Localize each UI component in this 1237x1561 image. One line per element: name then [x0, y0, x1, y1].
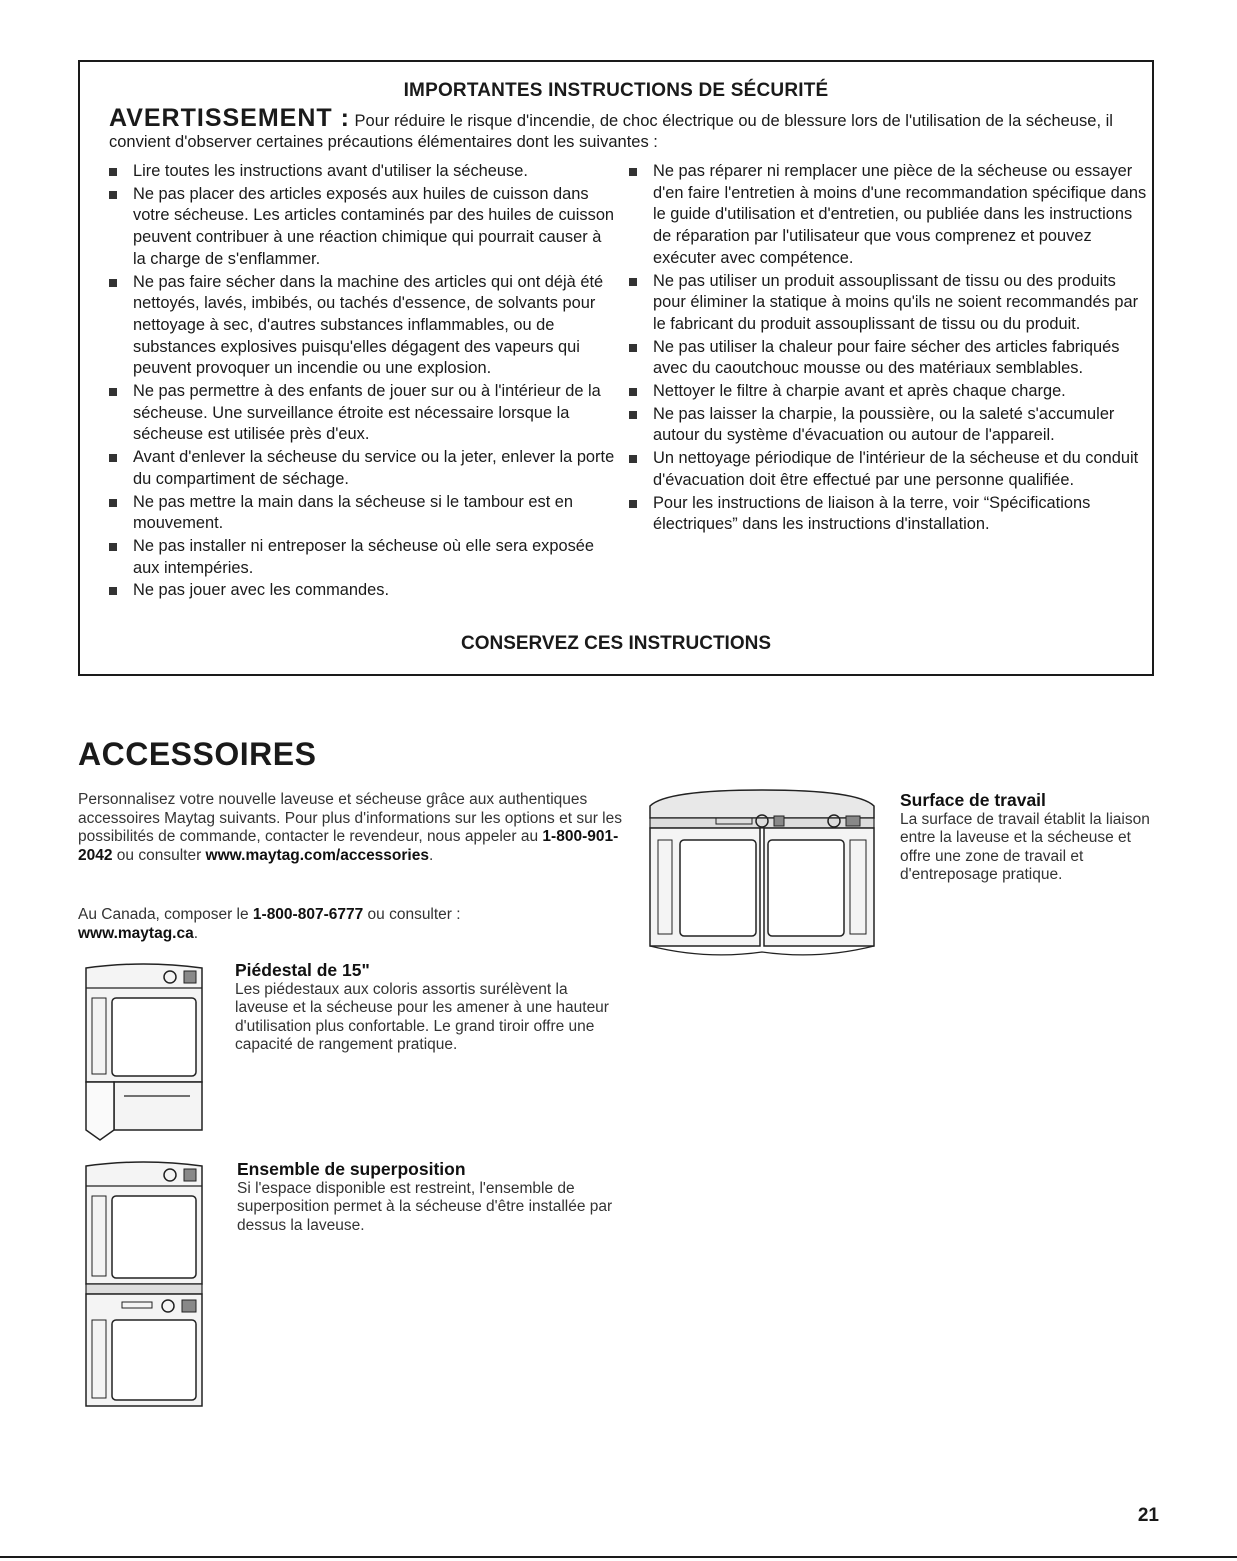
safety-item-text: Pour les instructions de liaison à la terre, voir “Spécifications électriques” dans les instructions d'installation. [653, 493, 1091, 534]
safety-item-text: Ne pas jouer avec les commandes. [133, 581, 389, 600]
safety-item-text: Ne pas réparer ni remplacer une pièce de la sécheuse ou essayer d'en faire l'entretien à moins d'une recommandation spécifique dans le guide d'utilisation et d'entretien, ou publiée dans les instructions de réparation par l'utilisateur que vous comprenez et pouvez exécuter avec compétence. [653, 162, 1147, 267]
safety-item-text: Un nettoyage périodique de l'intérieur de la sécheuse et du conduit d'évacuation doit être effectué par une personne qualifiée. [653, 449, 1139, 489]
intro-text: Personnalisez votre nouvelle laveuse et sécheuse grâce aux authentiques accessoires Maytag suivants. Pour plus d'informations sur les options et sur les possibilités de commande, contacter le revendeur, nous appeler au [78, 791, 622, 845]
square-bullet-icon [629, 168, 637, 176]
warning-paragraph [109, 104, 1139, 153]
intro-end: . [428, 846, 434, 864]
safety-list-item [625, 493, 1150, 536]
square-bullet-icon [109, 499, 117, 507]
pedestal-dryer-illustration [78, 962, 208, 1144]
square-bullet-icon [109, 279, 117, 287]
worktop-illustration [646, 788, 876, 958]
square-bullet-icon [629, 455, 637, 463]
canada-mid: ou consulter : [363, 906, 461, 923]
safety-list-item [625, 271, 1150, 336]
warning-label: AVERTISSEMENT : [109, 104, 350, 132]
safety-item-text: Ne pas permettre à des enfants de jouer sur ou à l'intérieur de la sécheuse. Une surveillance étroite est nécessaire lorsque la sécheuse est utilisée près d'eux. [133, 382, 601, 444]
pedestal-text: Les piédestaux aux coloris assortis surélèvent la laveuse et la sécheuse pour les amener à une hauteur d'utilisation plus confortable. Le grand tiroir offre une capacité de rangement pratique. [235, 981, 609, 1053]
safety-list-right [625, 161, 1150, 537]
warning-text: Pour réduire le risque d'incendie, de choc électrique ou de blessure lors de l'utilisation de la sécheuse, il convient d'observer certaines précautions élémentaires dont les suivantes : [109, 112, 1113, 151]
square-bullet-icon [109, 587, 117, 595]
accessories-title: ACCESSOIRES [78, 736, 317, 772]
square-bullet-icon [629, 278, 637, 286]
square-bullet-icon [629, 411, 637, 419]
safety-list-item [105, 381, 615, 446]
canada-text: Au Canada, composer le [78, 906, 253, 923]
keep-instructions-title: CONSERVEZ CES INSTRUCTIONS [460, 633, 772, 654]
safety-list-item [625, 161, 1150, 270]
safety-list-item [105, 580, 615, 602]
safety-instructions-box [78, 60, 1154, 676]
safety-item-text: Nettoyer le filtre à charpie avant et après chaque charge. [653, 382, 1066, 401]
safety-item-text: Ne pas utiliser un produit assouplissant de tissu ou des produits pour éliminer la statique à moins qu'ils ne soient recommandés par le fabricant du produit assouplissant de tissu ou du produit. [653, 271, 1139, 333]
pedestal-heading: Piédestal de 15" [235, 960, 370, 980]
safety-list-left [105, 161, 615, 603]
canada-phone: 1-800-807-6777 [252, 906, 364, 923]
page-number: 21 [1137, 1505, 1159, 1526]
pedestal-block [235, 960, 615, 1054]
safety-list-item [105, 492, 615, 535]
square-bullet-icon [629, 388, 637, 396]
stack-kit-text: Si l'espace disponible est restreint, l'ensemble de superposition permet à la sécheuse d'être installée par dessus la laveuse. [237, 1180, 613, 1234]
safety-item-text: Ne pas laisser la charpie, la poussière, ou la saleté s'accumuler autour du système d'évacuation ou autour de l'appareil. [653, 404, 1115, 445]
square-bullet-icon [109, 388, 117, 396]
square-bullet-icon [109, 543, 117, 551]
intro-url-link[interactable]: www.maytag.com/accessories [205, 846, 429, 864]
worktop-block [900, 790, 1160, 884]
safety-list-item [625, 381, 1150, 403]
square-bullet-icon [109, 454, 117, 462]
safety-list-item [625, 404, 1150, 447]
safety-item-text: Lire toutes les instructions avant d'utiliser la sécheuse. [133, 162, 528, 180]
square-bullet-icon [109, 168, 117, 176]
intro-mid: ou consulter [112, 846, 206, 864]
safety-title: IMPORTANTES INSTRUCTIONS DE SÉCURITÉ [403, 80, 829, 101]
square-bullet-icon [629, 500, 637, 508]
safety-list-item [105, 447, 615, 490]
canada-paragraph [78, 906, 638, 943]
stack-kit-block [237, 1159, 617, 1235]
intro-phone: 1-800-901-2042 [78, 828, 619, 864]
accessories-intro [78, 791, 638, 865]
safety-item-text: Ne pas placer des articles exposés aux huiles de cuisson dans votre sécheuse. Les articles contaminés par des huiles de cuisson peuvent contribuer à une réaction chimique qui pourrait causer à la charge de s'enflammer. [133, 184, 615, 268]
safety-list-item [105, 272, 615, 381]
worktop-text: La surface de travail établit la liaison entre la laveuse et la sécheuse et offre une zone de travail et d'entreposage pratique. [900, 811, 1150, 883]
bottom-rule [0, 1556, 1237, 1558]
worktop-heading: Surface de travail [900, 790, 1046, 810]
square-bullet-icon [629, 344, 637, 352]
safety-item-text: Avant d'enlever la sécheuse du service ou la jeter, enlever la porte du compartiment de séchage. [133, 448, 615, 488]
stack-kit-heading: Ensemble de superposition [237, 1159, 466, 1179]
canada-url-link[interactable]: www.maytag.ca [78, 924, 194, 942]
square-bullet-icon [109, 191, 117, 199]
safety-item-text: Ne pas utiliser la chaleur pour faire sécher des articles fabriqués avec du caoutchouc mousse ou des matériaux semblables. [653, 337, 1120, 378]
safety-item-text: Ne pas mettre la main dans la sécheuse si le tambour est en mouvement. [133, 492, 574, 533]
safety-list-item [625, 337, 1150, 380]
safety-list-item [105, 161, 615, 183]
safety-list-item [625, 448, 1150, 491]
safety-item-text: Ne pas installer ni entreposer la sécheuse où elle sera exposée aux intempéries. [133, 536, 595, 577]
safety-item-text: Ne pas faire sécher dans la machine des articles qui ont déjà été nettoyés, lavés, imbibés, ou tachés d'essence, de solvants pour nettoyage à sec, d'autres substances inflammables, ou de substances explosives puisqu'elles dégagent des vapeurs qui peuvent provoquer un incendie ou une explosion. [133, 272, 604, 378]
stack-kit-illustration [78, 1160, 208, 1415]
safety-list-item [105, 184, 615, 271]
safety-list-item [105, 536, 615, 579]
canada-end: . [193, 924, 199, 942]
